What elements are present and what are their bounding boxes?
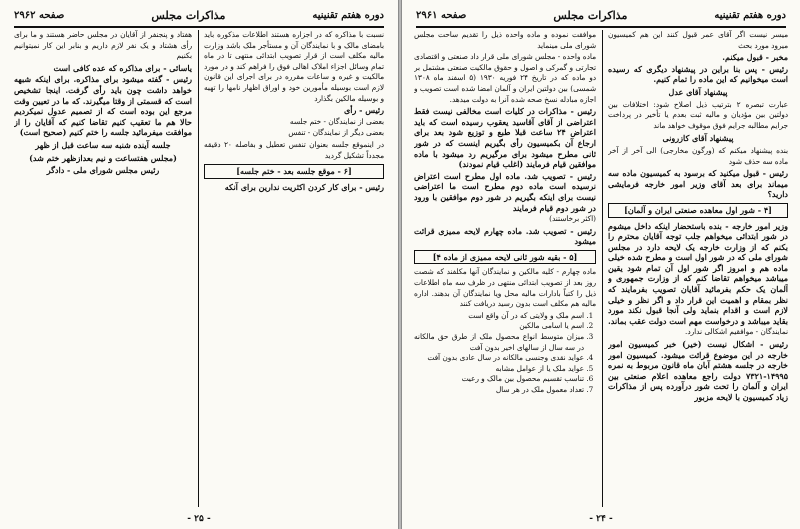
paragraph: ماده چهارم - کلیه مالکین و نمایندگان آنها مکلفند که شصت روز بعد از تصویب ابتدائی منتهی در ظرف سه ماه اطلاعات ذیل را کتباً بادارات مالیه محل ویا نمایندگان آن بدهند. اداره مالیه هم مکلف است بدون رسید دریافت کنند (414, 267, 596, 309)
speaker-line: رئیس - برای کار کردن اکثریت ندارین برای آنکه (224, 181, 384, 192)
paragraph: موافقت نموده و ماده واحده ذیل را تقدیم ساحت مجلس شورای ملی مینماید (414, 30, 596, 50)
speaker-line: رئیس - قبول میکنید که برسود به کمیسیون ماده سه میماند برای بعد آقای وزیر امور خارجه فرمایشی دارید؟ (608, 168, 788, 200)
speaker-line: رئیس - گفته میشود برای مذاکره. برای اینکه شبهه خواهد داشت چون باید رأی گرفت. اینجا تشخیص است که قسمتی از وقتا میگیرند. که ما در تعیین وقت مرجع این بوده است که از تصمیم عدول نمیکردیم حالا هم ما تعقیب کنیم تقاضا کنیم که آقایان را از موافقت میفرمائید جلسه را ختم کنیم (صحیح است) (14, 74, 192, 138)
section-heading: جلسه آینده شنبه سه ساعت قبل از ظهر (35, 139, 171, 150)
list-item: 2. اسم یا اسامی مالکین (414, 321, 584, 332)
header-section: دوره هفتم تقنینیه (312, 9, 384, 21)
paragraph: هفتاد و پنجنفر از آقایان در مجلس حاضر هستند و ما برای رأی هشتاد و یک نفر لازم داریم و بنابر این کار نمیتوانیم بکنیم (14, 30, 192, 61)
paragraph: بعضی دیگر از نمایندگان - تنفس (288, 128, 384, 138)
column-divider (198, 30, 199, 507)
speaker-line: رئیس - تصویب شد. ماده چهارم لایحه ممیزی قرائت میشود (414, 225, 596, 247)
paragraph: بنده پیشنهاد میکنم که (ورگون مخارجی) الی آخر از آخر ماده سه حذف شود (608, 145, 788, 166)
boxed-section-title: [۴ - شور اول معاهده صنعتی ایران و آلمان] (608, 203, 788, 218)
section-heading: پیشنهاد آقای عدل (668, 86, 728, 97)
section-heading: پیشنهاد آقای کازرونی (662, 133, 734, 144)
paragraph: نمایندگان - موافقیم اشکالی ندارد. (685, 327, 788, 337)
left-page-left-column (14, 30, 192, 507)
speaker-line: رئیس - مذاکرات در کلیات است مخالفی نیست فقط اعتراضی از آقای آقاسید یعقوب رسیده است که باید اعتراض ۲۴ ساعت قبلا طبع و توزیع شود بعد برای ارجاع آن بکمیسیون رأی بگیریم اینست که در شور ثانی مطرح میشود برای مرگیریم رد میشود با ماده موافقین قیام فرمایند (اغلب قیام نمودند) (414, 106, 596, 170)
column-divider (602, 30, 603, 507)
left-page (0, 0, 398, 529)
list-item: 3. میزان متوسط انواع محصول ملک از طرق حق مالکانه در سه سال از سالهای اخیر بدون آفت (414, 332, 584, 353)
right-page-header (416, 6, 786, 24)
speaker-line: رئیس - پس بنا براین در پیشنهاد دیگری که رسیده است میخوانیم که این ماده را تمام کنیم. (608, 63, 788, 85)
paragraph: ماده واحده - مجلس شورای ملی قرار داد صنعتی و اقتصادی تجارتی و گمرکی و اصول و حقوق مالکیت صنعتی مشتمل بر دو ماده که در تاریخ ۲۴ فوریه ۱۹۳۰ (۵ اسفند ماه ۱۳۰۸ شمسی) بین دولتین ایران و آلمان امضا شده است تصویب و اجازه مبادله نسخ صحه شده آنرا به دولت میدهد. (414, 52, 596, 104)
paragraph: میسر نیست اگر آقای عمر قبول کنند این هم کمیسیون میرود مورد بحث (608, 30, 788, 50)
section-heading: رئیس مجلس شورای ملی - دادگر (46, 165, 160, 176)
speaker-line: وزیر امور خارجه - بنده باستحضار اینکه داخل میشوم در شور ابتدائی میخواهم جلب توجه آقایان محترم را بکنم که از وزارت خارجه یک لایحه دارد در مجلس شورای ملی که در شور اول است و مطرح شده خیلی ماده هم و امروز اگر شور اول آن تمام شود یقین میباشد میخواهم تقاضا کنم که از وزارت جمهوری و آلمان یک حکم بفرمائید آقایان تصویب بفرمایند که نظر بمقام و اهمیت این قرار داد و اگر نظر و خیلی لازم است و اقدام بنماید ولی آنجا قبول نکند مورد بقاید میباشد و درخواست مهم است دولت عقب بماند. (608, 220, 788, 326)
paragraph: نسبت با مذاکره که در اجزاره هستند اطلاعات مذکوره باید بامضای مالک و با نمایندگان آن و مستأجر ملک باشد وزارت مالیه مکلف است از قرار تصویب ابتدائی منتهی تا در ماه تمام وسائل اجزاء املاک اهالی فوق را فراهم کند و در مورد مالکیت و غیره و ساعات مقرره در برای اجرای این قانون لازم است بوسیله مأمورین خود و اوراق اظهار نامها را تهیه و بوسیله مالکین بگذارد (204, 30, 384, 103)
numbered-list (414, 311, 596, 396)
header-page-number: صفحه ۲۹۶۲ (14, 9, 65, 21)
page-footer-number: - ۲۵ - (187, 514, 211, 524)
right-page-right-column (608, 30, 788, 507)
header-title: مذاکرات مجلس (151, 8, 226, 22)
left-page-header (14, 6, 384, 24)
header-rule (416, 26, 786, 28)
page-footer-number: - ۲۴ - (589, 514, 613, 524)
paragraph: عبارت تبصره ۲ بترتیب ذیل اصلاح شود: اختلافات بین دولتین بین مؤدیان و مالیه ثبت بعدم یا تأخیر در پرداخت جرایم مطالبه جرایم فوق موقوف خواهد ماند (608, 99, 788, 130)
right-page-left-column (414, 30, 596, 507)
speaker-line: یاسائی - برای مذاکره که عده کافی است (53, 62, 192, 73)
paragraph: بعضی از نمایندگان - ختم جلسه (289, 116, 384, 126)
list-item: 1. اسم ملک و ولایتی که در آن واقع است (414, 311, 584, 322)
list-item: 4. عواید نقدی وجنسی مالکانه در سال عادی بدون آفت (414, 353, 584, 364)
speaker-line: رئیس - تصویب شد. ماده اول مطرح است اعتراض نرسیده است ماده دوم مطرح است ما اعتراضی نیست برای اینکه بگیریم در شور دوم موافقین با ورود در شور دوم قیام فرمایند (414, 170, 596, 213)
boxed-section-title: [۶ - موقع جلسه بعد - ختم جلسه] (204, 164, 384, 179)
speaker-line: رئیس - رأی (344, 105, 384, 116)
header-section: دوره هفتم تقنینیه (714, 9, 786, 21)
header-page-number: صفحه ۲۹۶۱ (416, 9, 467, 21)
boxed-section-title: [۵ - بقیه شور ثانی لایحه ممیزی از ماده ۴] (414, 250, 596, 265)
speaker-line: رئیس - اشکال نیست (خیر) خبر کمیسیون امور خارجه در این موضوع قرائت میشود. کمیسیون امور خارجه در جلسه هشتم آبان ماه قانون مربوط به نمره ۱۴۹۹۵-۷۳۲۱ دولت راجع معاهده اعلام صنعتی بین ایران و آلمان را تحت شور درآورده پس از مذاکرات زیاد کمیسیون با لایحه مزبور (608, 339, 788, 402)
list-item: 7. تعداد معمول ملک در هر سال (414, 385, 584, 396)
paragraph: در اینموقع جلسه بعنوان تنفس تعطیل و بفاصله ۲۰ دقیقه مجدداً تشکیل گردید (204, 139, 384, 160)
list-item: 6. تناسب تقسیم محصول بین مالک و رعیت (414, 374, 584, 385)
header-rule (14, 26, 384, 28)
list-item: 5. عواید ملک یا از عوامل مشابه (414, 364, 584, 375)
left-page-right-column (204, 30, 384, 507)
header-title: مذاکرات مجلس (553, 8, 628, 22)
speaker-line: مخبر - قبول میکنم. (722, 52, 788, 63)
right-page (402, 0, 800, 529)
paragraph: (اکثر برخاستند) (549, 214, 596, 224)
section-heading: (مجلس هفتساعت و نیم بعدازظهر ختم شد) (29, 152, 177, 163)
